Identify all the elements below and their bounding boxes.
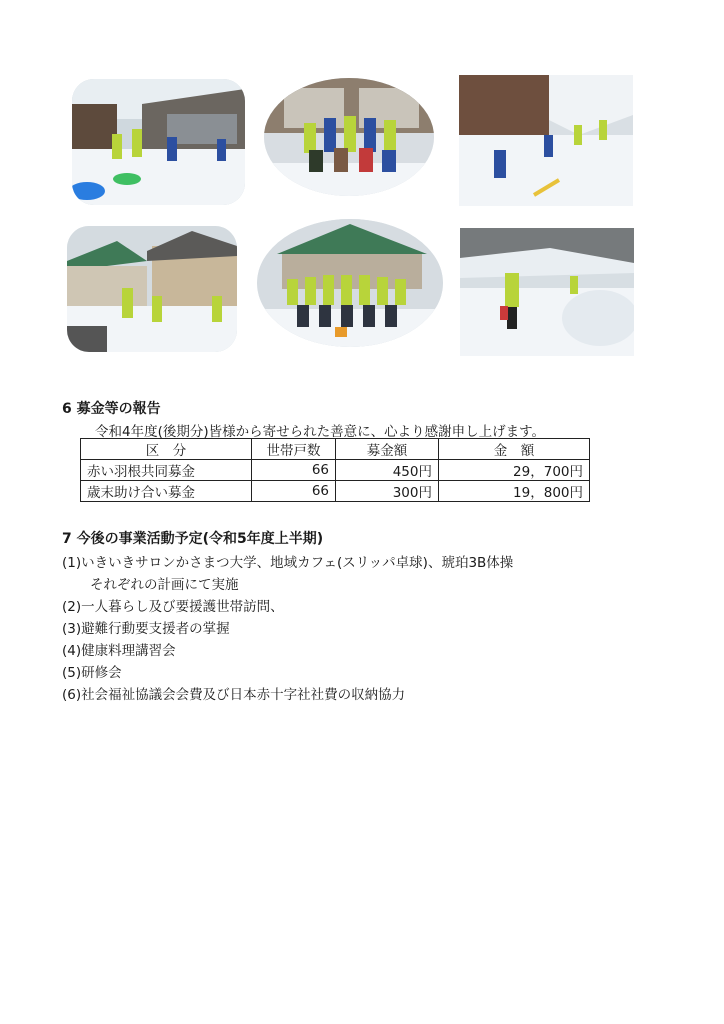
header-amount: 金 額 [439,439,590,460]
table-row [81,460,590,481]
header-category: 区 分 [81,439,252,460]
fund-report-table [80,438,590,502]
photo-snow-rooftop-image [459,75,633,206]
photo-volunteer-group-temple-image [257,219,443,347]
list-item: (4)健康料理講習会 [62,643,176,659]
list-item: (6)社会福祉協議会会費及び日本赤十字社社費の収納協力 [62,687,406,703]
table-header-row [81,439,590,460]
cell-amount: 19，800円 [439,481,590,502]
list-item: (2)一人暮らし及び要援護世帯訪問、 [62,599,284,615]
photo-volunteer-group [264,78,434,196]
photo-volunteer-group-image [264,78,434,196]
photo-snow-bank [460,228,634,356]
section6-title: 6 募金等の報告 [62,401,161,417]
photo-snow-street-image [72,79,245,205]
photo-snow-rooftop [459,75,633,206]
cell-amount: 29，700円 [439,460,590,481]
cell-households: 66 [252,481,336,502]
photo-snow-street [72,79,245,205]
bleed-through-text [470,372,474,392]
cell-donation-rate: 300円 [336,481,439,502]
section7-title: 7 今後の事業活動予定(令和5年度上半期) [62,531,324,547]
photo-snow-houses [67,226,237,352]
list-item: (1)いきいきサロンかさまつ大学、地域カフェ(スリッパ卓球)、琥珀3B体操 [62,555,514,571]
list-item: それぞれの計画にて実施 [90,577,239,593]
cell-households: 66 [252,460,336,481]
header-donation-rate: 募金額 [336,439,439,460]
list-item: (5)研修会 [62,665,122,681]
photo-snow-bank-image [460,228,634,356]
cell-category: 歳末助け合い募金 [81,481,252,502]
list-item: (3)避難行動要支援者の掌握 [62,621,230,637]
section6-thanks-text: 令和4年度(後期分)皆様から寄せられた善意に、心より感謝申し上げます。 [95,424,546,440]
cell-donation-rate: 450円 [336,460,439,481]
table-row [81,481,590,502]
photo-volunteer-group-temple [257,219,443,347]
photo-snow-houses-image [67,226,237,352]
cell-category: 赤い羽根共同募金 [81,460,252,481]
activity-plan-list [62,552,513,706]
header-households: 世帯戸数 [252,439,336,460]
